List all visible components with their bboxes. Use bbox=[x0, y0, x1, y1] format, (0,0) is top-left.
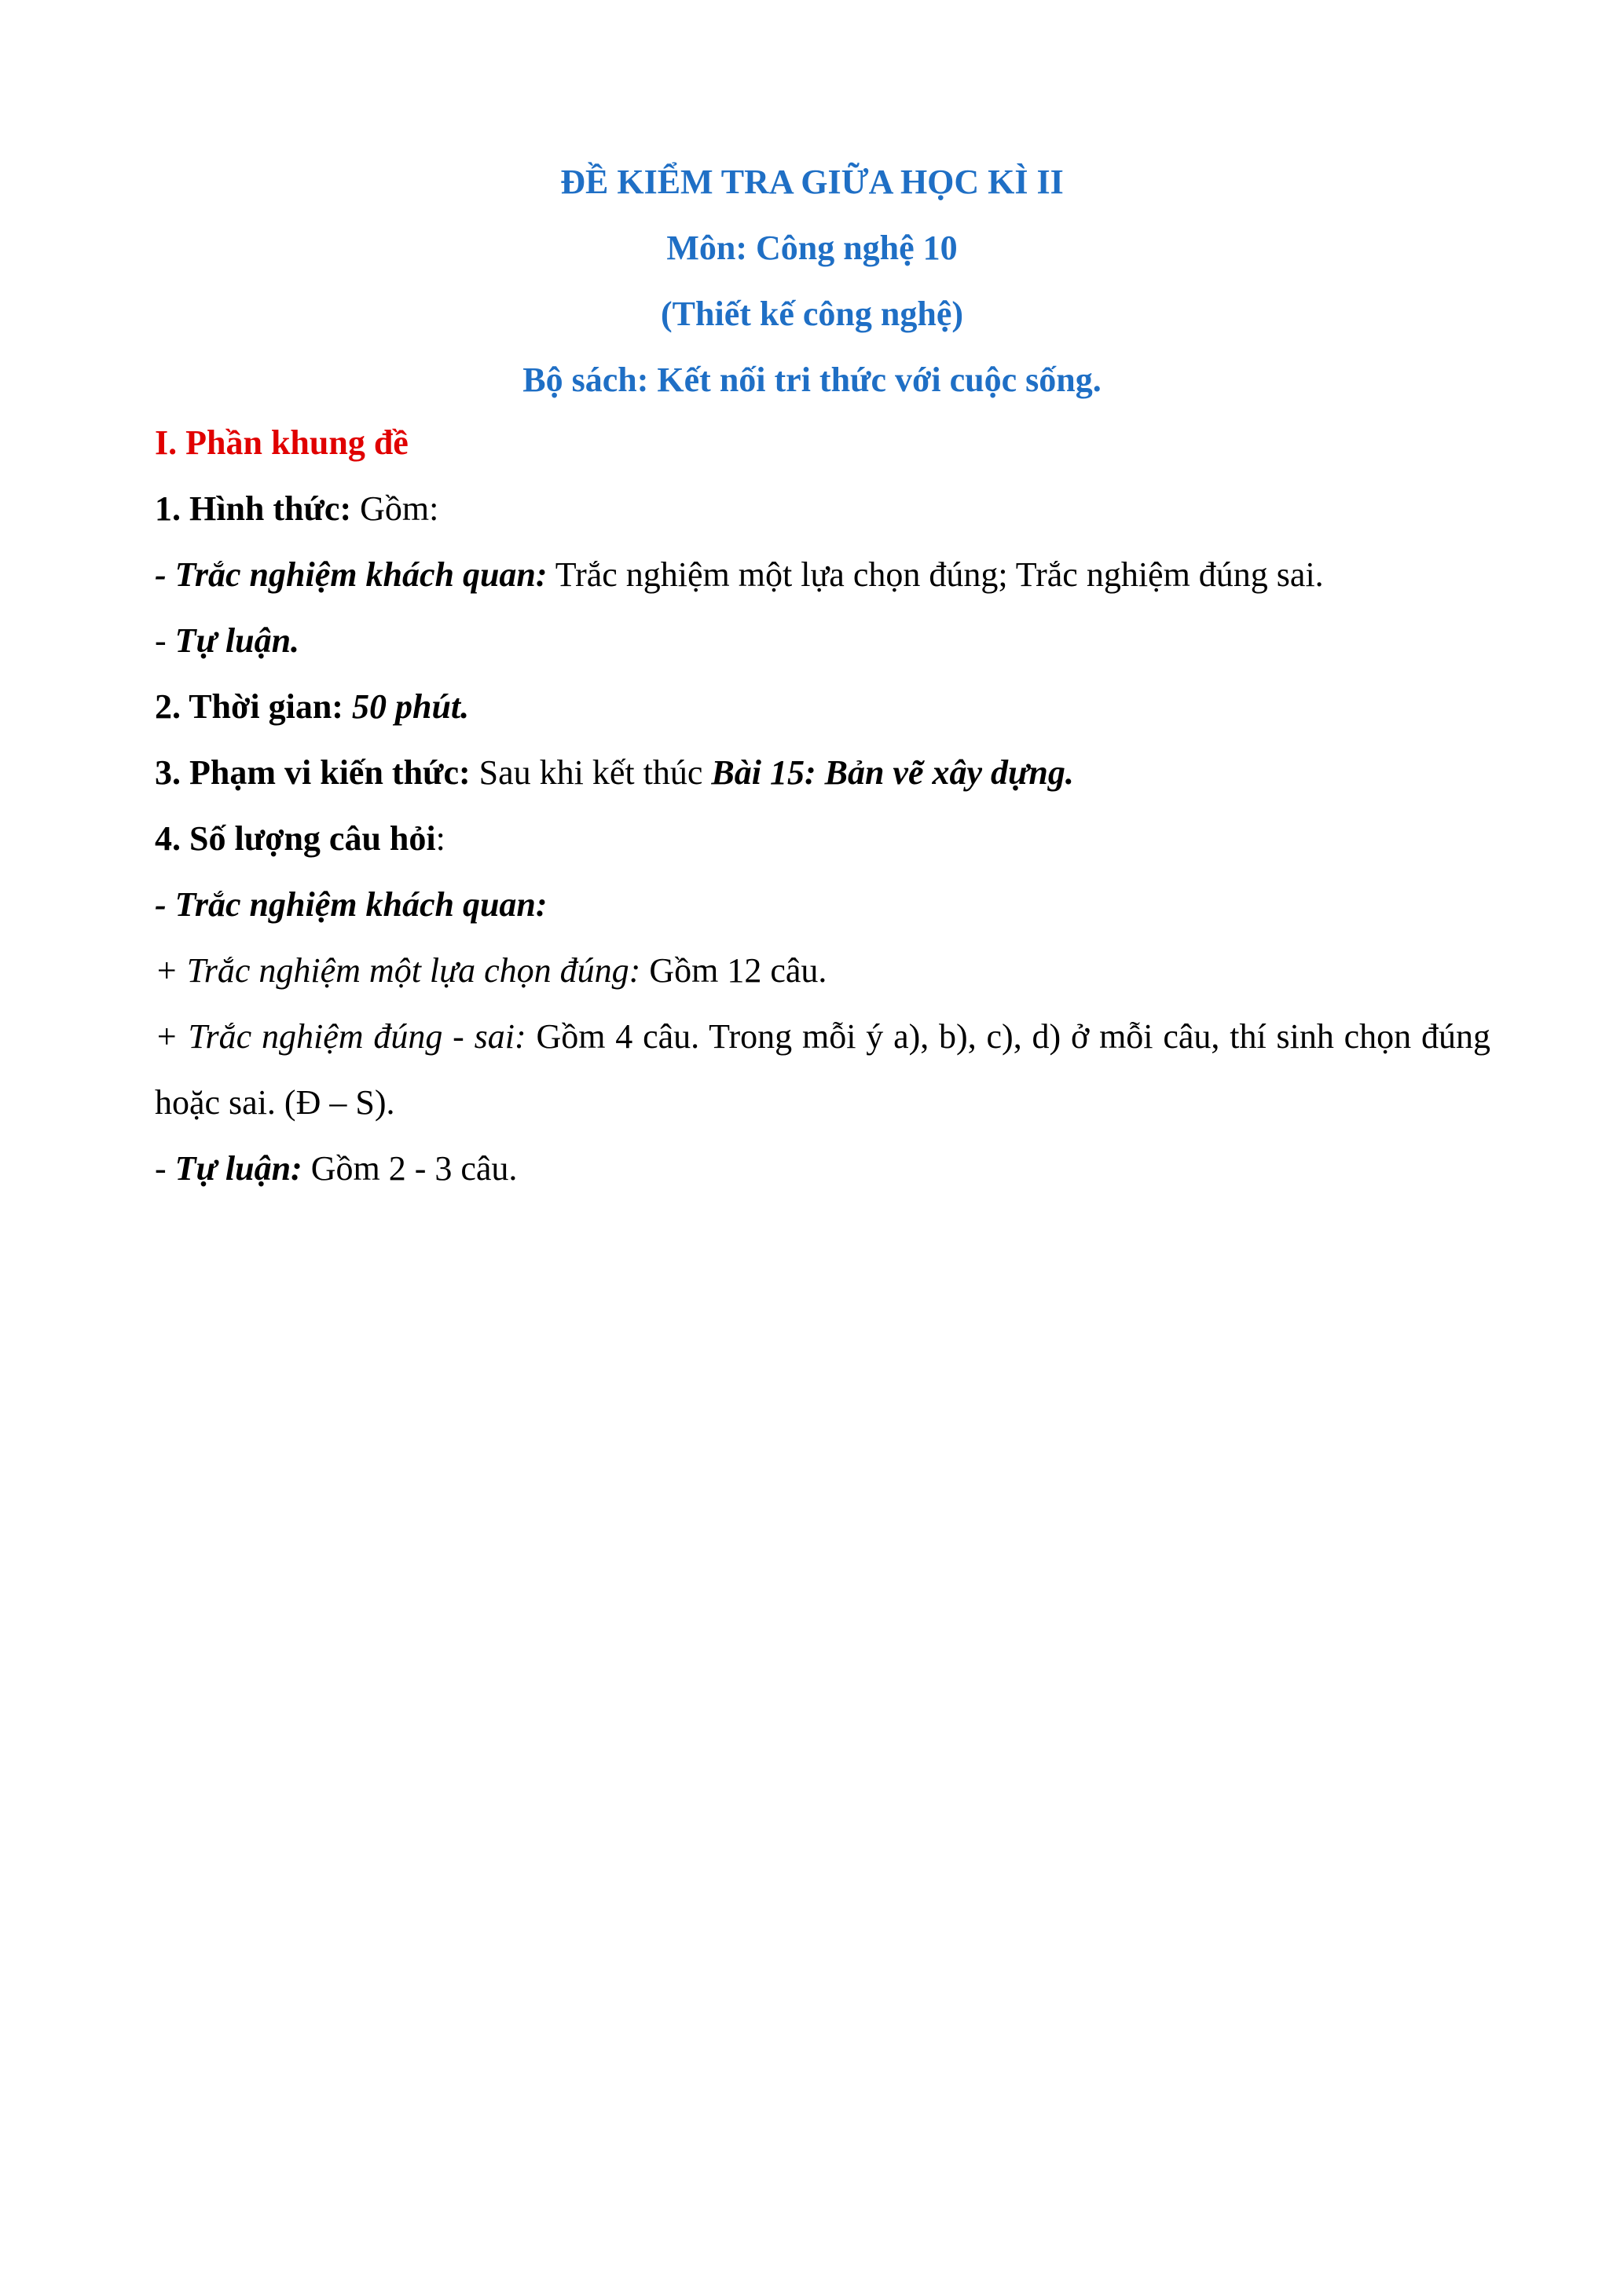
document-body bbox=[155, 410, 1490, 1202]
item-count-label: 4. Số lượng câu hỏi bbox=[155, 819, 436, 858]
item-count-essay bbox=[155, 1136, 1490, 1202]
item-count-truefalse-label: + Trắc nghiệm đúng - sai: bbox=[155, 1017, 526, 1056]
document-header bbox=[0, 149, 1624, 413]
item-count-mcq-label: - Trắc nghiệm khách quan: bbox=[155, 885, 548, 924]
item-count-single bbox=[155, 938, 1490, 1004]
exam-title: ĐỀ KIỂM TRA GIỮA HỌC KÌ II bbox=[560, 163, 1064, 201]
item-form-essay-prefix: - bbox=[155, 621, 175, 660]
item-count bbox=[155, 806, 1490, 872]
exam-subject: Môn: Công nghệ 10 bbox=[666, 229, 958, 267]
item-scope-label: 3. Phạm vi kiến thức: bbox=[155, 753, 471, 792]
item-count-essay-value: Gồm 2 - 3 câu. bbox=[302, 1149, 518, 1188]
item-count-mcq bbox=[155, 872, 1490, 938]
item-count-single-label: + Trắc nghiệm một lựa chọn đúng: bbox=[155, 951, 641, 990]
item-form-essay-label: Tự luận. bbox=[174, 621, 300, 660]
item-form-mcq-label: - Trắc nghiệm khách quan: bbox=[155, 555, 548, 594]
item-form bbox=[155, 476, 1490, 542]
item-time bbox=[155, 674, 1490, 740]
item-count-suffix: : bbox=[435, 819, 445, 858]
item-time-label: 2. Thời gian: bbox=[155, 687, 343, 726]
section-title: I. Phần khung đề bbox=[155, 423, 409, 462]
item-scope bbox=[155, 740, 1490, 806]
item-scope-lesson: Bài 15: Bản vẽ xây dựng. bbox=[711, 753, 1074, 792]
exam-book-series: Bộ sách: Kết nối tri thức với cuộc sống. bbox=[522, 361, 1102, 399]
item-form-essay bbox=[155, 608, 1490, 674]
item-time-value: 50 phút. bbox=[351, 687, 470, 726]
item-scope-value: Sau khi kết thúc bbox=[470, 753, 712, 792]
item-count-single-value: Gồm 12 câu. bbox=[640, 951, 827, 990]
item-count-truefalse-value: Gồm 4 câu. Trong mỗi ý a), b), c), d) ở mỗi câu, thí sinh chọn đúng hoặc sai. (Đ – S). bbox=[155, 1017, 1490, 1122]
item-count-essay-label: Tự luận: bbox=[174, 1149, 302, 1188]
item-count-truefalse bbox=[155, 1004, 1490, 1136]
item-form-mcq-value: Trắc nghiệm một lựa chọn đúng; Trắc nghiệm đúng sai. bbox=[547, 555, 1324, 594]
item-form-value: Gồm: bbox=[351, 489, 439, 528]
item-form-mcq bbox=[155, 542, 1490, 608]
exam-subtitle: (Thiết kế công nghệ) bbox=[661, 295, 963, 333]
item-count-essay-prefix: - bbox=[155, 1149, 175, 1188]
item-form-label: 1. Hình thức: bbox=[155, 489, 352, 528]
